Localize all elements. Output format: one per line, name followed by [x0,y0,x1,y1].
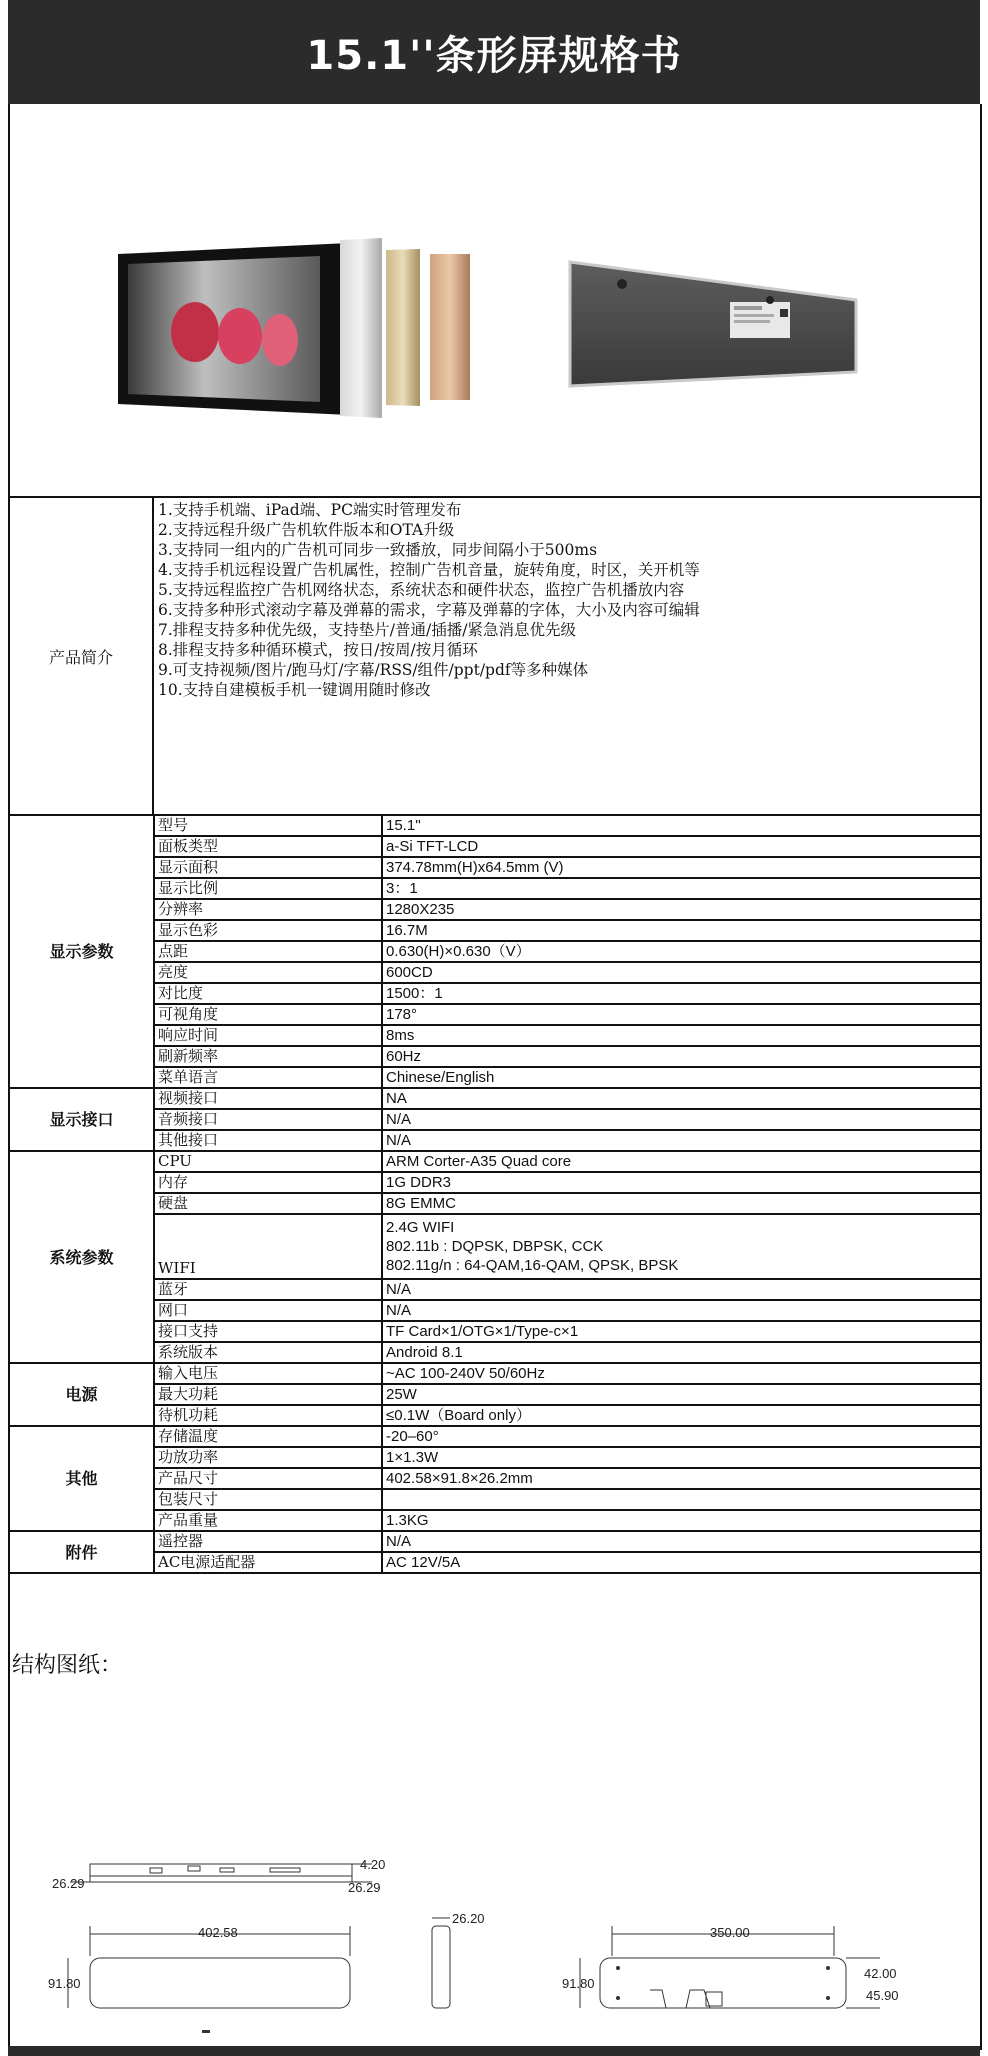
spec-value: a-Si TFT-LCD [382,836,980,857]
dim-back-offset2: 45.90 [866,1988,899,2003]
table-row [10,1447,980,1468]
spec-key: 遥控器 [154,1531,382,1552]
spec-value-wifi [382,1214,980,1279]
spec-key: 其他接口 [154,1130,382,1151]
table-row [10,1109,980,1130]
spec-value: N/A [382,1279,980,1300]
spec-key: 最大功耗 [154,1384,382,1405]
table-row [10,1193,980,1214]
intro-item: 6.支持多种形式滚动字幕及弹幕的需求，字幕及弹幕的字体，大小及内容可编辑 [158,601,700,619]
table-row [10,1088,980,1109]
table-row [10,815,980,836]
table-row [10,1510,980,1531]
spec-key: 显示面积 [154,857,382,878]
spec-value: 374.78mm(H)x64.5mm (V) [382,857,980,878]
table-row [10,1363,980,1384]
spec-key: 显示比例 [154,878,382,899]
spec-value: Android 8.1 [382,1342,980,1363]
dim-back-width: 350.00 [710,1925,750,1940]
structure-title: 结构图纸： [12,1653,123,1678]
spec-value: ≤0.1W（Board only） [382,1405,980,1426]
spec-key: 对比度 [154,983,382,1004]
intro-item: 4.支持手机远程设置广告机属性，控制广告机音量，旋转角度，时区，关开机等 [158,561,700,579]
table-row [10,878,980,899]
table-row [10,962,980,983]
structure-drawings [10,1694,980,2044]
table-row [10,1531,980,1552]
dim-depth: 26.20 [452,1911,485,1926]
spec-key: 包装尺寸 [154,1489,382,1510]
top-view-drawing [52,1857,385,1895]
device-front-image [118,238,470,418]
page-title: 15.1''条形屏规格书 [8,0,980,104]
spec-key: 可视角度 [154,1004,382,1025]
table-row [10,1468,980,1489]
group-label-power: 电源 [10,1363,154,1426]
back-view-drawing [562,1925,899,2008]
intro-item: 9.可支持视频/图片/跑马灯/字幕/RSS/组件/ppt/pdf等多种媒体 [158,661,589,679]
table-row [10,1300,980,1321]
spec-key: 网口 [154,1300,382,1321]
table-row [10,1067,980,1088]
table-row [10,899,980,920]
intro-item: 7.排程支持多种优先级，支持垫片/普通/插播/紧急消息优先级 [158,621,576,639]
spec-value: AC 12V/5A [382,1552,980,1573]
intro-item: 8.排程支持多种循环模式，按日/按周/按月循环 [158,641,478,659]
spec-key: 内存 [154,1172,382,1193]
table-row [10,983,980,1004]
side-view-drawing [432,1911,485,2008]
spec-key: 存储温度 [154,1426,382,1447]
table-row [10,836,980,857]
spec-value: 16.7M [382,920,980,941]
dim-back-height: 91.80 [562,1976,595,1991]
dim-front-width: 402.58 [198,1925,238,1940]
spec-sheet [8,0,980,2056]
table-row [10,1342,980,1363]
spec-value: NA [382,1088,980,1109]
spec-value: 1500：1 [382,983,980,1004]
table-row [10,1151,980,1172]
spec-value: TF Card×1/OTG×1/Type-c×1 [382,1321,980,1342]
spec-key: 硬盘 [154,1193,382,1214]
spec-value: 1280X235 [382,899,980,920]
footer-bar [8,2046,980,2056]
spec-key: 响应时间 [154,1025,382,1046]
spec-value: Chinese/English [382,1067,980,1088]
product-intro [10,498,980,816]
spec-value [382,1489,980,1510]
group-label-interface: 显示接口 [10,1088,154,1151]
spec-key: 显示色彩 [154,920,382,941]
spec-value: 3：1 [382,878,980,899]
wifi-line: 2.4G WIFI [386,1219,455,1236]
table-row [10,1489,980,1510]
table-row [10,857,980,878]
intro-item: 5.支持远程监控广告机网络状态，系统状态和硬件状态，监控广告机播放内容 [158,581,685,599]
spec-key: 产品重量 [154,1510,382,1531]
group-label-display: 显示参数 [10,815,154,1088]
spec-frame [8,104,982,2050]
group-label-system: 系统参数 [10,1151,154,1363]
spec-value: 600CD [382,962,980,983]
spec-value: 402.58×91.8×26.2mm [382,1468,980,1489]
wifi-line: 802.11g/n : 64-QAM,16-QAM, QPSK, BPSK [386,1257,679,1274]
spec-value: N/A [382,1130,980,1151]
intro-list [158,500,700,700]
dim-side-top: 4.20 [360,1857,386,1872]
spec-value: 1G DDR3 [382,1172,980,1193]
spec-value: N/A [382,1531,980,1552]
spec-key: AC电源适配器 [154,1552,382,1573]
spec-key: 面板类型 [154,836,382,857]
dim-side-left: 26.29 [52,1876,85,1891]
intro-item: 3.支持同一组内的广告机可同步一致播放，同步间隔小于500ms [158,541,598,559]
spec-key: CPU [154,1151,382,1172]
dim-front-height: 91.80 [48,1976,81,1991]
spec-key: 产品尺寸 [154,1468,382,1489]
spec-key: 输入电压 [154,1363,382,1384]
spec-value: ARM Corter-A35 Quad core [382,1151,980,1172]
spec-key: 待机功耗 [154,1405,382,1426]
spec-value: N/A [382,1300,980,1321]
spec-value: 1.3KG [382,1510,980,1531]
group-label-accessory: 附件 [10,1531,154,1573]
table-row [10,1426,980,1447]
spec-key: 刷新频率 [154,1046,382,1067]
table-row [10,1025,980,1046]
spec-value: 15.1'' [382,815,980,836]
spec-value: 8ms [382,1025,980,1046]
spec-value: 25W [382,1384,980,1405]
wifi-line: 802.11b : DQPSK, DBPSK, CCK [386,1238,604,1255]
table-row [10,1321,980,1342]
table-row [10,1384,980,1405]
intro-item: 2.支持远程升级广告机软件版本和OTA升级 [158,521,455,539]
spec-value: 60Hz [382,1046,980,1067]
spec-value: 0.630(H)×0.630（V） [382,941,980,962]
table-row [10,920,980,941]
dim-side-right: 26.29 [348,1880,381,1895]
front-view-drawing [48,1925,350,2033]
spec-key: 功放功率 [154,1447,382,1468]
intro-item: 1.支持手机端、iPad端、PC端实时管理发布 [158,501,462,519]
table-row [10,1214,980,1279]
spec-key: 音频接口 [154,1109,382,1130]
table-row [10,1279,980,1300]
table-row [10,1552,980,1573]
spec-key: 蓝牙 [154,1279,382,1300]
spec-value: -20–60° [382,1426,980,1447]
table-row [10,1172,980,1193]
device-back-image [570,262,856,386]
spec-key: WIFI [154,1214,382,1279]
spec-key: 点距 [154,941,382,962]
spec-key: 接口支持 [154,1321,382,1342]
spec-key: 型号 [154,815,382,836]
spec-key: 亮度 [154,962,382,983]
spec-key: 视频接口 [154,1088,382,1109]
spec-value: 8G EMMC [382,1193,980,1214]
intro-label: 产品简介 [10,498,154,814]
spec-value: 1×1.3W [382,1447,980,1468]
spec-value: 178° [382,1004,980,1025]
table-row [10,1046,980,1067]
table-row [10,941,980,962]
dim-back-offset1: 42.00 [864,1966,897,1981]
spec-key: 系统版本 [154,1342,382,1363]
spec-key: 菜单语言 [154,1067,382,1088]
spec-value: N/A [382,1109,980,1130]
product-photo [10,104,980,498]
table-row [10,1004,980,1025]
table-row [10,1130,980,1151]
intro-item: 10.支持自建模板手机一键调用随时修改 [158,681,431,699]
spec-value: ~AC 100-240V 50/60Hz [382,1363,980,1384]
spec-table [10,814,980,1574]
table-row [10,1405,980,1426]
spec-key: 分辨率 [154,899,382,920]
group-label-other: 其他 [10,1426,154,1531]
